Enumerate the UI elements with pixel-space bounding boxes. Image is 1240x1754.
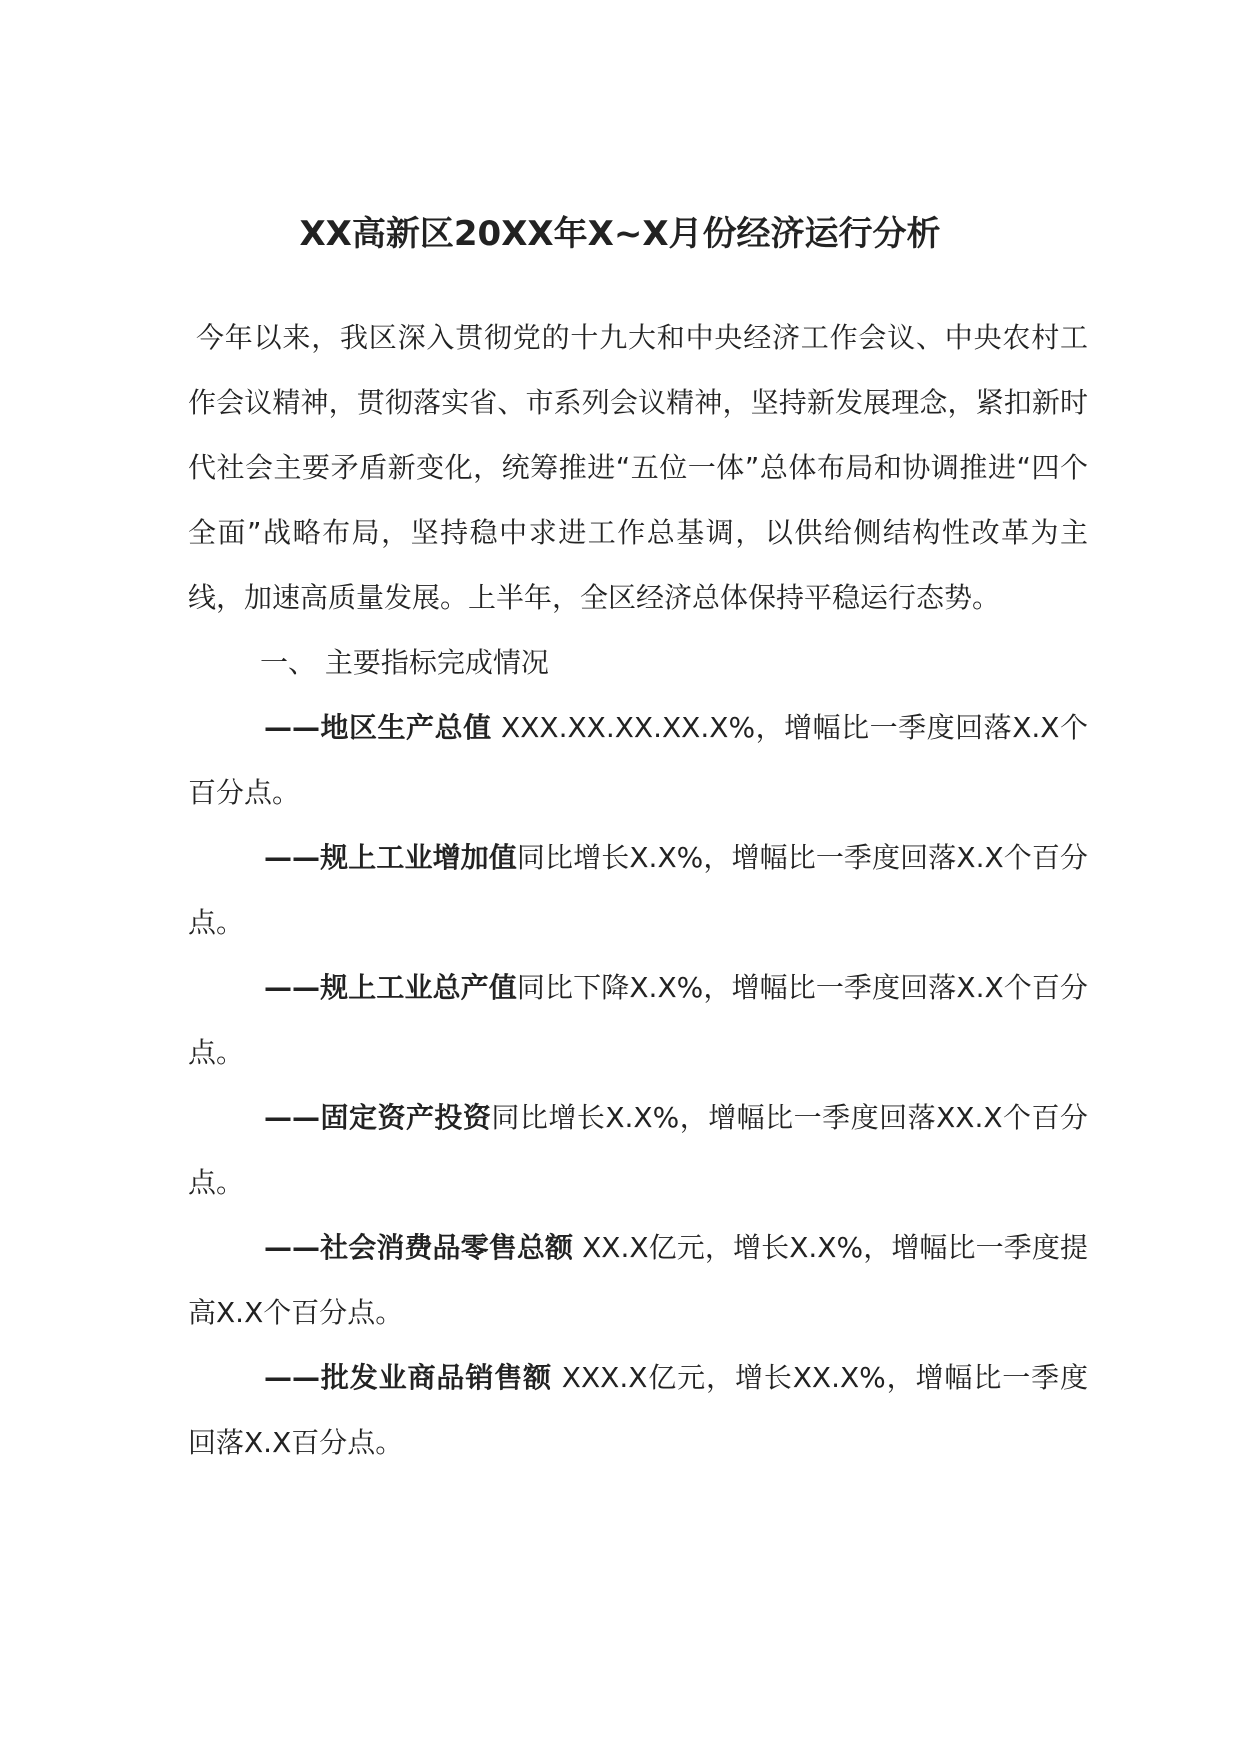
indicator-text: 同比增长X.X%，增幅比一季度回落X.X个百分点。	[188, 841, 1088, 939]
indicator-lead: ——批发业商品销售额	[264, 1361, 552, 1394]
indicator-industrial-output	[188, 955, 1088, 1085]
indicator-industrial-value-added	[188, 825, 1088, 955]
indicator-lead: ——社会消费品零售总额	[264, 1231, 574, 1264]
indicator-lead: ——规上工业总产值	[264, 971, 517, 1004]
indicator-retail-sales	[188, 1215, 1088, 1345]
intro-paragraph: 今年以来，我区深入贯彻党的十九大和中央经济工作会议、中央农村工作会议精神，贯彻落实省、市系列会议精神，坚持新发展理念，紧扣新时代社会主要矛盾新变化，统筹推进“五位一体”总体布局和协调推进“四个全面”战略布局，坚持稳中求进工作总基调，以供给侧结构性改革为主线，加速高质量发展。上半年，全区经济总体保持平稳运行态势。	[188, 321, 1088, 614]
indicator-text: 同比增长X.X%，增幅比一季度回落XX.X个百分点。	[188, 1101, 1088, 1199]
indicator-wholesale-sales	[188, 1345, 1088, 1475]
document-body	[188, 305, 1088, 1475]
indicator-text: XX.X亿元，增长X.X%，增幅比一季度提高X.X个百分点。	[188, 1231, 1088, 1329]
section-heading: 一、 主要指标完成情况	[260, 646, 549, 679]
document-title: XX高新区20XX年X~X月份经济运行分析	[299, 214, 941, 254]
indicator-fixed-asset-investment	[188, 1085, 1088, 1215]
indicator-lead: ——规上工业增加值	[264, 841, 517, 874]
indicator-text: XXX.X亿元，增长XX.X%，增幅比一季度回落X.X百分点。	[188, 1361, 1088, 1459]
indicator-gdp	[188, 695, 1088, 825]
indicator-lead: ——固定资产投资	[264, 1101, 492, 1134]
indicator-text: XXX.XX.XX.XX.X%，增幅比一季度回落X.X个百分点。	[188, 711, 1088, 809]
indicator-text: 同比下降X.X%，增幅比一季度回落X.X个百分点。	[188, 971, 1088, 1069]
indicator-lead: ——地区生产总值	[264, 711, 492, 744]
